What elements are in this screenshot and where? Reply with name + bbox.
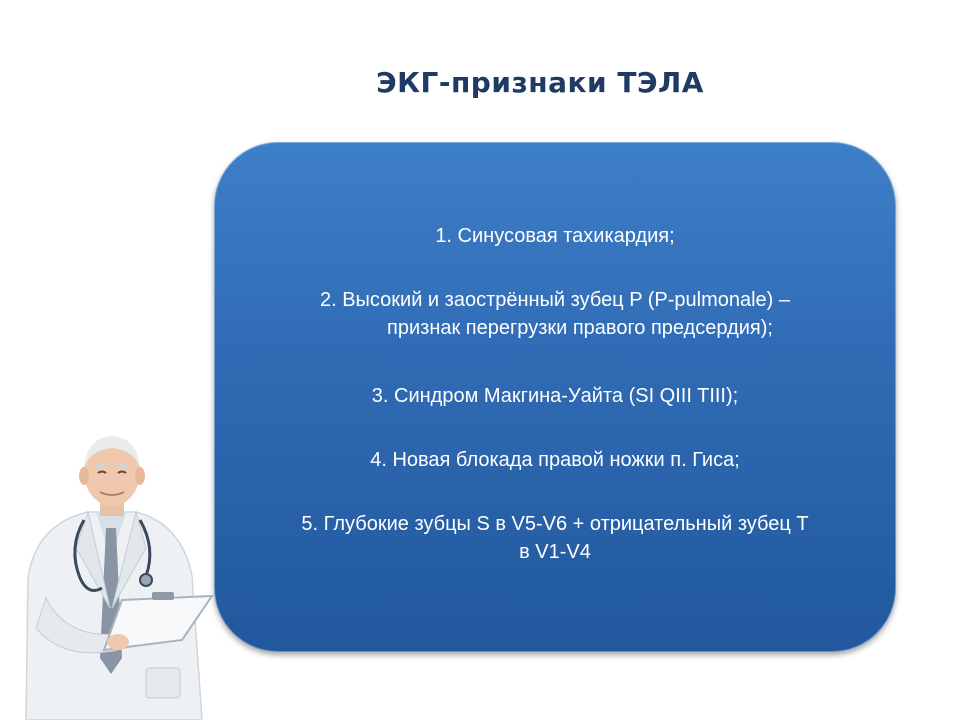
list-item-2 [234,286,876,342]
list-item-2-line-2: признак перегрузки правого предсердия); [387,317,773,339]
list-item-2-line-1: 2. Высокий и заострённый зубец P (P-pulmonale) – [319,289,791,311]
list-item-1: 1. Синусовая тахикардия; [435,225,675,247]
list-item-4: 4. Новая блокада правой ножки п. Гиса; [370,449,740,471]
list-item-5-line-1: 5. Глубокие зубцы S в V5-V6 + отрицательный зубец T [301,513,809,535]
slide-title: ЭКГ-признаки ТЭЛА [376,66,704,99]
doctor-illustration [6,428,216,720]
list-item-5-line-2: в V1-V4 [519,541,591,563]
list-item-5 [234,510,876,566]
content-box [214,142,896,652]
list-item-3: 3. Синдром Макгина-Уайта (SI QIII TIII); [371,385,739,407]
